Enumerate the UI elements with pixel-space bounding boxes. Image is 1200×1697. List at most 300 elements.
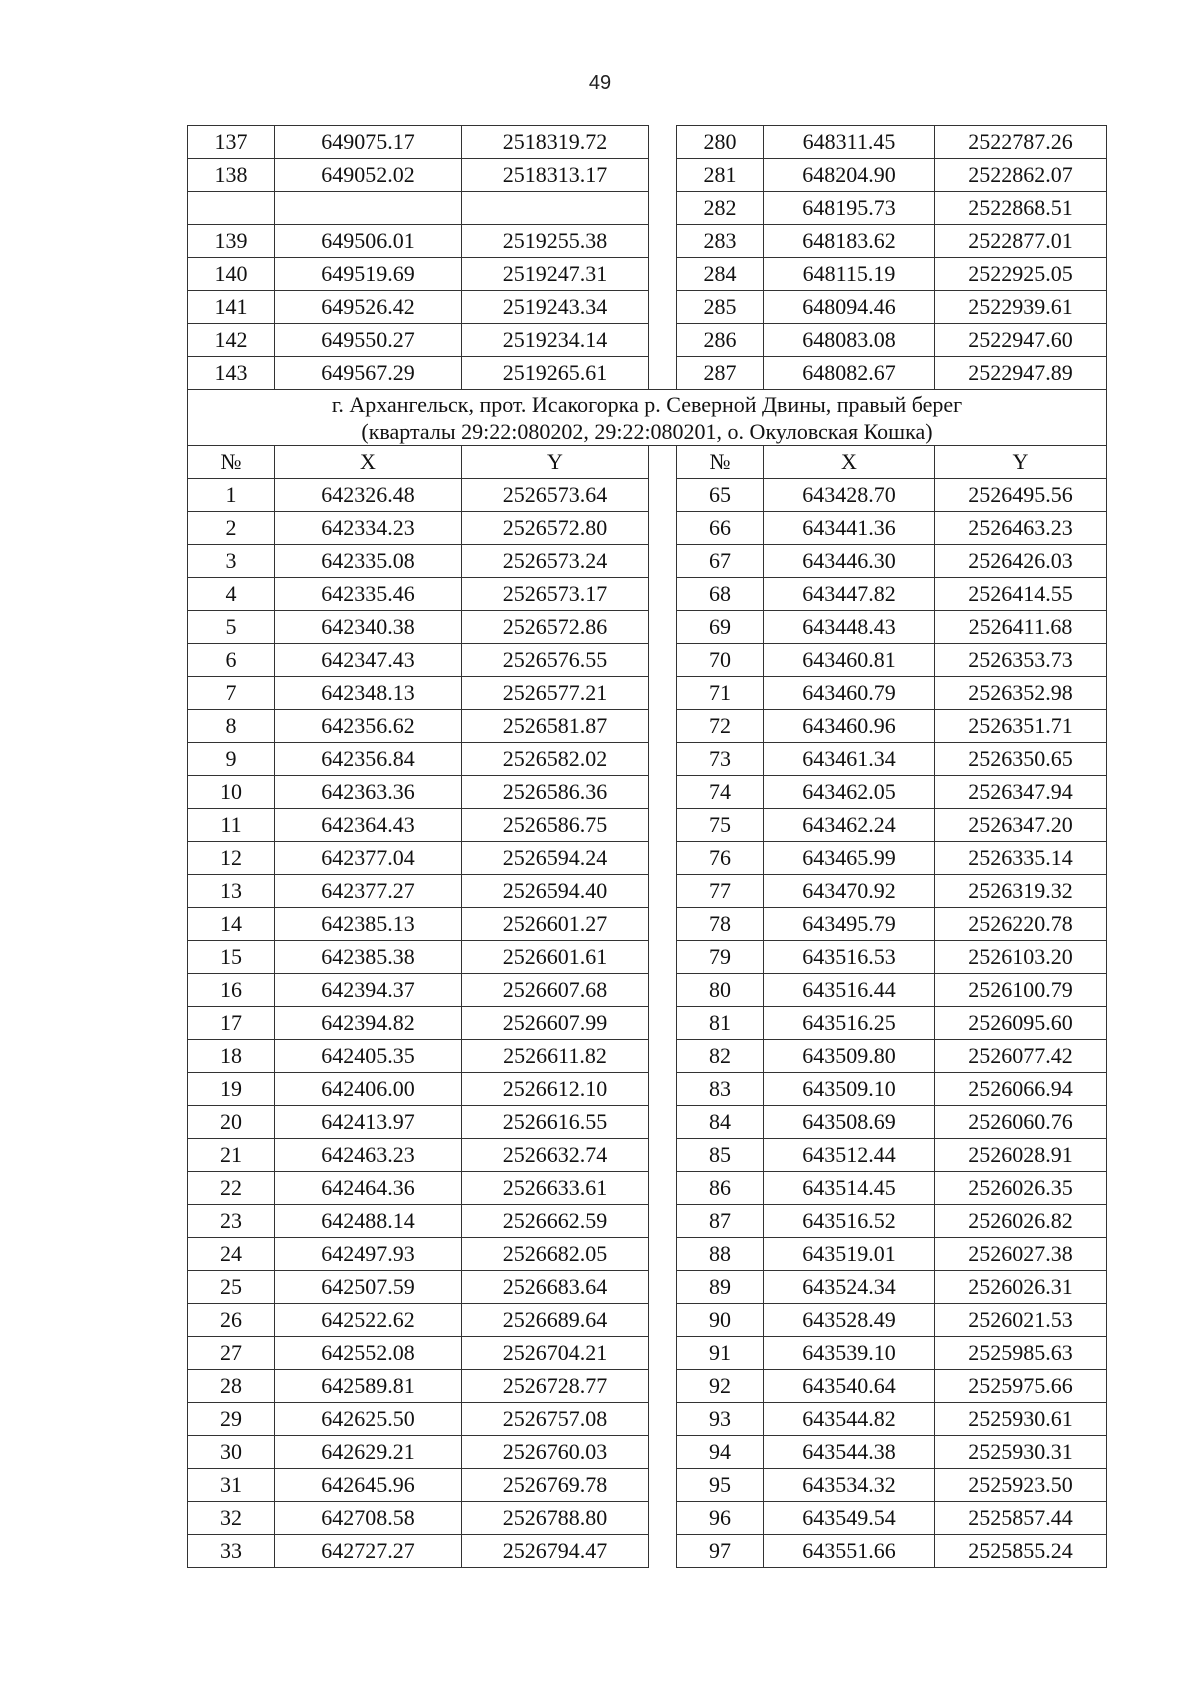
cell-y-left: 2526581.87 (462, 710, 649, 743)
cell-y-right: 2522925.05 (935, 258, 1107, 291)
cell-x-left: 642645.96 (275, 1469, 462, 1502)
section-title-line-2: (кварталы 29:22:080202, 29:22:080201, о. Окуловская Кошка) (361, 418, 933, 444)
cell-x-right: 643448.43 (764, 611, 935, 644)
cell-number-right: 78 (677, 908, 764, 941)
cell-y-left: 2526788.80 (462, 1502, 649, 1535)
cell-y-right: 2526352.98 (935, 677, 1107, 710)
cell-x-left: 642377.27 (275, 875, 462, 908)
cell-number-right: 83 (677, 1073, 764, 1106)
cell-x-right: 643508.69 (764, 1106, 935, 1139)
table-row (188, 1073, 1107, 1106)
table-row (188, 1469, 1107, 1502)
cell-y-left: 2526662.59 (462, 1205, 649, 1238)
column-gap (649, 611, 677, 644)
cell-number-right: 73 (677, 743, 764, 776)
cell-x-left: 649526.42 (275, 291, 462, 324)
column-gap (649, 809, 677, 842)
cell-x-left: 642625.50 (275, 1403, 462, 1436)
cell-y-right: 2526028.91 (935, 1139, 1107, 1172)
table-row (188, 1007, 1107, 1040)
column-gap (649, 1172, 677, 1205)
table-row (188, 324, 1107, 357)
cell-number-left: 11 (188, 809, 275, 842)
cell-number-left: 8 (188, 710, 275, 743)
cell-x-left: 642629.21 (275, 1436, 462, 1469)
column-gap (649, 677, 677, 710)
cell-number-left: 3 (188, 545, 275, 578)
table-row (188, 512, 1107, 545)
section-title-row (188, 390, 1107, 446)
cell-y-right: 2526351.71 (935, 710, 1107, 743)
cell-x-right: 643544.38 (764, 1436, 935, 1469)
cell-y-left: 2526576.55 (462, 644, 649, 677)
column-gap (649, 1139, 677, 1172)
cell-y-left: 2526757.08 (462, 1403, 649, 1436)
cell-x-right: 643460.96 (764, 710, 935, 743)
column-gap (649, 1238, 677, 1271)
cell-y-right: 2526335.14 (935, 842, 1107, 875)
table-row (188, 1337, 1107, 1370)
cell-number-left: 5 (188, 611, 275, 644)
cell-x-left: 642394.82 (275, 1007, 462, 1040)
cell-y-left: 2526794.47 (462, 1535, 649, 1568)
cell-x-right: 643447.82 (764, 578, 935, 611)
cell-y-left (462, 192, 649, 225)
cell-number-left: 10 (188, 776, 275, 809)
cell-number-left: 29 (188, 1403, 275, 1436)
table-row (188, 809, 1107, 842)
cell-y-right: 2526220.78 (935, 908, 1107, 941)
column-gap (649, 545, 677, 578)
cell-y-right: 2526026.82 (935, 1205, 1107, 1238)
cell-number-left: 23 (188, 1205, 275, 1238)
cell-x-left: 649075.17 (275, 126, 462, 159)
cell-y-right: 2525930.31 (935, 1436, 1107, 1469)
cell-y-right: 2526353.73 (935, 644, 1107, 677)
cell-y-left: 2526683.64 (462, 1271, 649, 1304)
cell-x-right: 643551.66 (764, 1535, 935, 1568)
main-rows-group (188, 479, 1107, 1568)
table-row (188, 159, 1107, 192)
cell-number-right: 72 (677, 710, 764, 743)
column-gap (649, 126, 677, 159)
column-gap (649, 1502, 677, 1535)
cell-x-left: 649550.27 (275, 324, 462, 357)
table-row (188, 192, 1107, 225)
table-row (188, 875, 1107, 908)
cell-number-right: 284 (677, 258, 764, 291)
cell-number-right: 68 (677, 578, 764, 611)
cell-number-left: 2 (188, 512, 275, 545)
cell-number-right: 84 (677, 1106, 764, 1139)
table-row (188, 1238, 1107, 1271)
cell-y-right: 2525855.24 (935, 1535, 1107, 1568)
cell-number-left: 140 (188, 258, 275, 291)
cell-x-left: 642340.38 (275, 611, 462, 644)
table-row (188, 1271, 1107, 1304)
cell-y-left: 2526572.80 (462, 512, 649, 545)
cell-number-left: 24 (188, 1238, 275, 1271)
cell-x-left: 642356.62 (275, 710, 462, 743)
column-gap (649, 357, 677, 390)
header-x-left: X (275, 446, 462, 479)
header-y-left: Y (462, 446, 649, 479)
cell-number-left: 6 (188, 644, 275, 677)
cell-number-left: 28 (188, 1370, 275, 1403)
cell-x-left: 642335.08 (275, 545, 462, 578)
cell-number-left: 14 (188, 908, 275, 941)
column-gap (649, 1436, 677, 1469)
cell-number-right: 283 (677, 225, 764, 258)
cell-number-right: 66 (677, 512, 764, 545)
cell-number-right: 95 (677, 1469, 764, 1502)
cell-number-left: 143 (188, 357, 275, 390)
column-gap (649, 1370, 677, 1403)
cell-number-left: 18 (188, 1040, 275, 1073)
column-gap (649, 159, 677, 192)
cell-x-left: 642413.97 (275, 1106, 462, 1139)
cell-number-right: 280 (677, 126, 764, 159)
cell-y-right: 2526411.68 (935, 611, 1107, 644)
cell-number-left: 1 (188, 479, 275, 512)
cell-number-right: 92 (677, 1370, 764, 1403)
cell-y-left: 2526582.02 (462, 743, 649, 776)
cell-number-right: 70 (677, 644, 764, 677)
table-row (188, 291, 1107, 324)
coordinates-table (187, 125, 1107, 1568)
column-gap (649, 875, 677, 908)
cell-number-right: 89 (677, 1271, 764, 1304)
cell-y-left: 2526573.24 (462, 545, 649, 578)
cell-number-left: 16 (188, 974, 275, 1007)
cell-number-right: 97 (677, 1535, 764, 1568)
cell-y-left: 2526572.86 (462, 611, 649, 644)
cell-y-left: 2526573.64 (462, 479, 649, 512)
cell-x-right: 643524.34 (764, 1271, 935, 1304)
cell-x-right: 643540.64 (764, 1370, 935, 1403)
table-row (188, 1139, 1107, 1172)
column-gap (649, 1535, 677, 1568)
table-row (188, 1040, 1107, 1073)
cell-y-left: 2526573.17 (462, 578, 649, 611)
cell-y-left: 2526577.21 (462, 677, 649, 710)
cell-number-left: 137 (188, 126, 275, 159)
table-row (188, 974, 1107, 1007)
cell-y-left: 2519243.34 (462, 291, 649, 324)
cell-y-right: 2526021.53 (935, 1304, 1107, 1337)
column-header-row (188, 446, 1107, 479)
cell-y-left: 2526607.99 (462, 1007, 649, 1040)
cell-y-left: 2519234.14 (462, 324, 649, 357)
column-gap (649, 578, 677, 611)
cell-x-left: 642463.23 (275, 1139, 462, 1172)
cell-x-left: 642488.14 (275, 1205, 462, 1238)
cell-number-right: 286 (677, 324, 764, 357)
cell-x-left: 642364.43 (275, 809, 462, 842)
cell-x-right: 643446.30 (764, 545, 935, 578)
cell-y-left: 2526586.75 (462, 809, 649, 842)
column-gap (649, 1007, 677, 1040)
cell-x-left: 642497.93 (275, 1238, 462, 1271)
cell-y-right: 2525923.50 (935, 1469, 1107, 1502)
cell-y-right: 2522947.89 (935, 357, 1107, 390)
cell-y-left: 2526601.61 (462, 941, 649, 974)
cell-number-left: 12 (188, 842, 275, 875)
cell-y-left: 2526682.05 (462, 1238, 649, 1271)
cell-number-left: 138 (188, 159, 275, 192)
cell-x-right: 648083.08 (764, 324, 935, 357)
cell-y-right: 2526495.56 (935, 479, 1107, 512)
cell-number-left: 13 (188, 875, 275, 908)
cell-x-left: 642334.23 (275, 512, 462, 545)
cell-number-right: 93 (677, 1403, 764, 1436)
cell-x-right: 643514.45 (764, 1172, 935, 1205)
table-row (188, 1106, 1107, 1139)
cell-number-left: 9 (188, 743, 275, 776)
section-title-line-1: г. Архангельск, прот. Исакогорка р. Северной Двины, правый берег (331, 391, 963, 417)
page-number: 49 (588, 72, 612, 94)
column-gap (649, 324, 677, 357)
cell-y-right: 2526095.60 (935, 1007, 1107, 1040)
cell-y-left: 2518313.17 (462, 159, 649, 192)
cell-x-right: 643462.05 (764, 776, 935, 809)
cell-x-right: 643516.44 (764, 974, 935, 1007)
cell-x-right: 643470.92 (764, 875, 935, 908)
cell-number-left: 30 (188, 1436, 275, 1469)
cell-x-right: 643516.52 (764, 1205, 935, 1238)
cell-y-right: 2526100.79 (935, 974, 1107, 1007)
cell-number-left: 20 (188, 1106, 275, 1139)
table-row (188, 126, 1107, 159)
column-gap (649, 1337, 677, 1370)
cell-y-right: 2526103.20 (935, 941, 1107, 974)
cell-y-left: 2526594.40 (462, 875, 649, 908)
table-row (188, 1502, 1107, 1535)
cell-y-left: 2518319.72 (462, 126, 649, 159)
cell-y-right: 2526026.35 (935, 1172, 1107, 1205)
column-gap (649, 710, 677, 743)
table-row (188, 842, 1107, 875)
header-number-left: № (188, 446, 275, 479)
table-row (188, 1535, 1107, 1568)
cell-x-left: 642552.08 (275, 1337, 462, 1370)
cell-y-right: 2522862.07 (935, 159, 1107, 192)
table-row (188, 677, 1107, 710)
cell-x-left: 642335.46 (275, 578, 462, 611)
cell-number-left: 33 (188, 1535, 275, 1568)
cell-x-right: 643509.80 (764, 1040, 935, 1073)
cell-y-left: 2526633.61 (462, 1172, 649, 1205)
column-gap (649, 776, 677, 809)
cell-x-right: 643512.44 (764, 1139, 935, 1172)
cell-number-left: 141 (188, 291, 275, 324)
cell-x-left: 642464.36 (275, 1172, 462, 1205)
cell-x-right: 643441.36 (764, 512, 935, 545)
table-row (188, 611, 1107, 644)
cell-x-right: 648183.62 (764, 225, 935, 258)
cell-y-left: 2526769.78 (462, 1469, 649, 1502)
cell-number-right: 77 (677, 875, 764, 908)
cell-y-left: 2526607.68 (462, 974, 649, 1007)
cell-number-right: 282 (677, 192, 764, 225)
cell-number-right: 82 (677, 1040, 764, 1073)
cell-y-left: 2526689.64 (462, 1304, 649, 1337)
cell-number-right: 281 (677, 159, 764, 192)
column-gap (649, 1469, 677, 1502)
cell-y-right: 2526463.23 (935, 512, 1107, 545)
column-gap (649, 1040, 677, 1073)
table-row (188, 357, 1107, 390)
column-gap (649, 446, 677, 479)
cell-y-right: 2526350.65 (935, 743, 1107, 776)
cell-x-left: 642356.84 (275, 743, 462, 776)
cell-x-right: 643549.54 (764, 1502, 935, 1535)
cell-number-left: 17 (188, 1007, 275, 1040)
table-row (188, 908, 1107, 941)
cell-y-left: 2526601.27 (462, 908, 649, 941)
cell-x-right: 643465.99 (764, 842, 935, 875)
table-row (188, 258, 1107, 291)
column-gap (649, 1271, 677, 1304)
cell-number-right: 65 (677, 479, 764, 512)
cell-x-left: 642326.48 (275, 479, 462, 512)
table-row (188, 578, 1107, 611)
column-gap (649, 258, 677, 291)
column-gap (649, 479, 677, 512)
cell-number-left (188, 192, 275, 225)
column-gap (649, 1073, 677, 1106)
cell-number-right: 81 (677, 1007, 764, 1040)
cell-x-left: 642347.43 (275, 644, 462, 677)
cell-x-left (275, 192, 462, 225)
table-row (188, 225, 1107, 258)
cell-number-right: 75 (677, 809, 764, 842)
table-row (188, 710, 1107, 743)
cell-x-left: 642363.36 (275, 776, 462, 809)
table-row (188, 776, 1107, 809)
cell-x-right: 643528.49 (764, 1304, 935, 1337)
cell-number-right: 67 (677, 545, 764, 578)
column-gap (649, 908, 677, 941)
cell-y-right: 2526027.38 (935, 1238, 1107, 1271)
cell-y-left: 2526611.82 (462, 1040, 649, 1073)
column-gap (649, 512, 677, 545)
cell-x-right: 648204.90 (764, 159, 935, 192)
cell-y-right: 2525985.63 (935, 1337, 1107, 1370)
cell-number-left: 27 (188, 1337, 275, 1370)
cell-y-right: 2526347.94 (935, 776, 1107, 809)
cell-y-right: 2526066.94 (935, 1073, 1107, 1106)
cell-x-right: 643534.32 (764, 1469, 935, 1502)
cell-number-left: 15 (188, 941, 275, 974)
cell-x-right: 643495.79 (764, 908, 935, 941)
cell-y-left: 2526616.55 (462, 1106, 649, 1139)
cell-y-right: 2525930.61 (935, 1403, 1107, 1436)
cell-y-right: 2525857.44 (935, 1502, 1107, 1535)
column-gap (649, 743, 677, 776)
cell-y-right: 2526319.32 (935, 875, 1107, 908)
section-group (188, 390, 1107, 479)
table-row (188, 644, 1107, 677)
cell-y-left: 2519255.38 (462, 225, 649, 258)
cell-y-right: 2525975.66 (935, 1370, 1107, 1403)
table-row (188, 479, 1107, 512)
table-row (188, 1172, 1107, 1205)
cell-x-right: 648311.45 (764, 126, 935, 159)
cell-x-left: 649052.02 (275, 159, 462, 192)
cell-x-left: 642385.38 (275, 941, 462, 974)
cell-x-left: 642405.35 (275, 1040, 462, 1073)
table-row (188, 1370, 1107, 1403)
column-gap (649, 192, 677, 225)
column-gap (649, 1403, 677, 1436)
cell-y-right: 2526060.76 (935, 1106, 1107, 1139)
cell-x-left: 649519.69 (275, 258, 462, 291)
cell-number-left: 7 (188, 677, 275, 710)
cell-y-left: 2526594.24 (462, 842, 649, 875)
cell-number-right: 74 (677, 776, 764, 809)
cell-y-left: 2526728.77 (462, 1370, 649, 1403)
cell-x-left: 642348.13 (275, 677, 462, 710)
cell-x-left: 642385.13 (275, 908, 462, 941)
cell-x-left: 642727.27 (275, 1535, 462, 1568)
column-gap (649, 1106, 677, 1139)
cell-x-right: 643461.34 (764, 743, 935, 776)
column-gap (649, 974, 677, 1007)
cell-x-right: 643509.10 (764, 1073, 935, 1106)
cell-x-right: 648195.73 (764, 192, 935, 225)
column-gap (649, 225, 677, 258)
cell-number-right: 285 (677, 291, 764, 324)
column-gap (649, 1304, 677, 1337)
column-gap (649, 291, 677, 324)
cell-number-left: 4 (188, 578, 275, 611)
header-x-right: X (764, 446, 935, 479)
header-number-right: № (677, 446, 764, 479)
cell-x-left: 642708.58 (275, 1502, 462, 1535)
cell-y-right: 2526077.42 (935, 1040, 1107, 1073)
cell-number-right: 88 (677, 1238, 764, 1271)
cell-number-right: 69 (677, 611, 764, 644)
cell-y-left: 2526586.36 (462, 776, 649, 809)
table-row (188, 1304, 1107, 1337)
column-gap (649, 644, 677, 677)
table-row (188, 743, 1107, 776)
column-gap (649, 941, 677, 974)
cell-number-left: 32 (188, 1502, 275, 1535)
cell-y-right: 2522787.26 (935, 126, 1107, 159)
cell-number-right: 87 (677, 1205, 764, 1238)
cell-number-right: 96 (677, 1502, 764, 1535)
cell-y-left: 2526632.74 (462, 1139, 649, 1172)
cell-number-right: 91 (677, 1337, 764, 1370)
cell-y-left: 2526612.10 (462, 1073, 649, 1106)
cell-number-left: 26 (188, 1304, 275, 1337)
cell-x-right: 643519.01 (764, 1238, 935, 1271)
cell-y-right: 2522947.60 (935, 324, 1107, 357)
cell-x-right: 643544.82 (764, 1403, 935, 1436)
table-row (188, 941, 1107, 974)
cell-y-left: 2526704.21 (462, 1337, 649, 1370)
cell-y-right: 2526347.20 (935, 809, 1107, 842)
cell-x-right: 648115.19 (764, 258, 935, 291)
column-gap (649, 842, 677, 875)
cell-y-right: 2526026.31 (935, 1271, 1107, 1304)
cell-x-right: 643460.81 (764, 644, 935, 677)
cell-y-left: 2519247.31 (462, 258, 649, 291)
cell-number-right: 94 (677, 1436, 764, 1469)
cell-y-left: 2519265.61 (462, 357, 649, 390)
